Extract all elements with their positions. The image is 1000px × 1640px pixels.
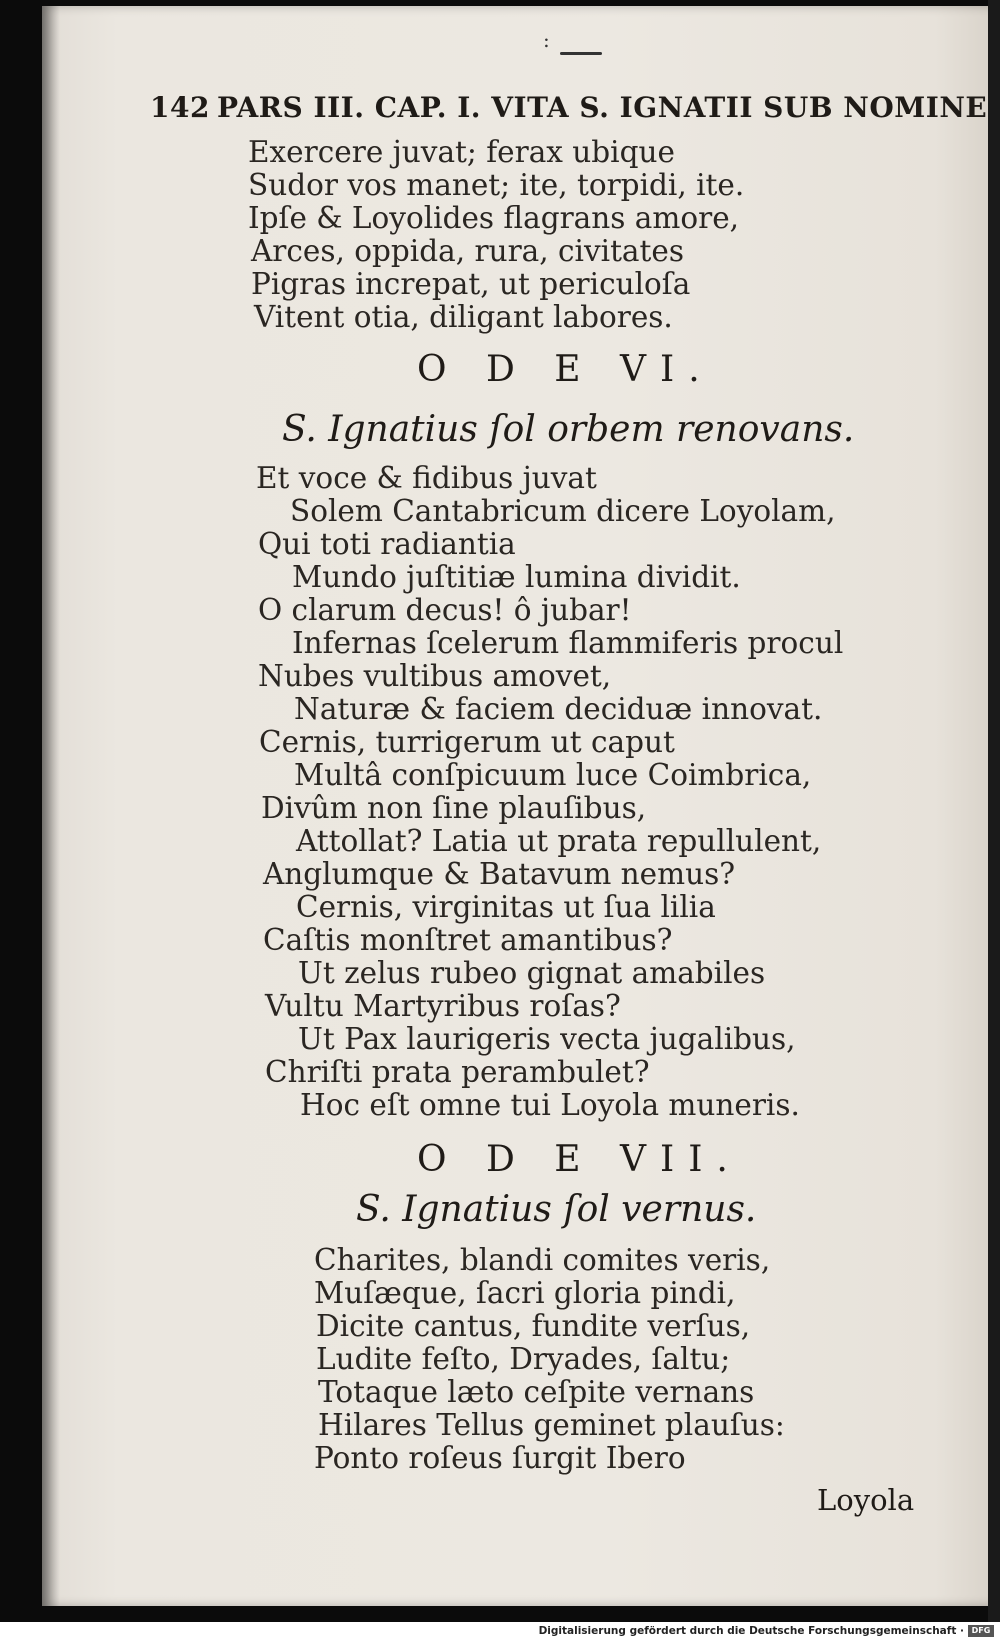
- spine-shadow: [42, 6, 60, 1606]
- ink-mark: [560, 52, 602, 55]
- verse-line: Charites, blandi comites veris,: [314, 1243, 771, 1277]
- verse-line: Divûm non ſine plauſibus,: [261, 791, 647, 825]
- ode-title: O D E VII.: [417, 1139, 742, 1180]
- verse-line: Chriſti prata perambulet?: [265, 1055, 650, 1089]
- catchword: Loyola: [817, 1483, 915, 1517]
- verse-line: Vultu Martyribus roſas?: [265, 989, 621, 1023]
- verse-line: Vitent otia, diligant labores.: [254, 300, 673, 334]
- verse-line: Caſtis monſtret amantibus?: [263, 923, 673, 957]
- verse-line: Infernas ſcelerum flammiferis procul: [292, 626, 844, 660]
- verse-line: Dicite cantus, fundite verſus,: [316, 1309, 751, 1343]
- verse-line: Hilares Tellus geminet plauſus:: [318, 1408, 785, 1442]
- verse-line: Sudor vos manet; ite, torpidi, ite.: [248, 168, 745, 202]
- verse-line: Cernis, virginitas ut ſua lilia: [296, 890, 716, 924]
- verse-line: Qui toti radiantia: [258, 527, 516, 561]
- dfg-logo-icon: DFG: [968, 1625, 994, 1637]
- verse-line: Ut Pax laurigeris vecta jugalibus,: [298, 1022, 796, 1056]
- ode-subtitle: S. Ignatius ſol vernus.: [356, 1189, 757, 1230]
- verse-line: Attollat? Latia ut prata repullulent,: [296, 824, 822, 858]
- verse-line: Anglumque & Batavum nemus?: [263, 857, 736, 891]
- credit-text: Digitalisierung gefördert durch die Deutsche Forschungsgemeinschaft ·: [538, 1625, 964, 1637]
- verse-line: Naturæ & faciem deciduæ innovat.: [294, 692, 823, 726]
- verse-line: Mundo juſtitiæ lumina dividit.: [292, 560, 741, 594]
- page-edge: [988, 0, 1000, 1640]
- verse-line: Totaque læto ceſpite vernans: [318, 1375, 755, 1409]
- verse-line: Ipſe & Loyolides flagrans amore,: [248, 201, 740, 235]
- verse-line: Nubes vultibus amovet,: [258, 659, 612, 693]
- ode-subtitle: S. Ignatius ſol orbem renovans.: [282, 409, 855, 450]
- running-title: PARS III. CAP. I. VITA S. IGNATII SUB NOMINE: [217, 91, 988, 124]
- credit-bar: [0, 1622, 1000, 1640]
- verse-line: Ut zelus rubeo gignat amabiles: [298, 956, 766, 990]
- ink-mark: :: [543, 28, 550, 52]
- verse-line: Ponto roſeus ſurgit Ibero: [314, 1441, 686, 1475]
- verse-line: Solem Cantabricum dicere Loyolam,: [290, 494, 836, 528]
- verse-line: Multâ conſpicuum luce Coimbrica,: [294, 758, 812, 792]
- ode-title: O D E VI.: [417, 349, 714, 390]
- verse-line: Cernis, turrigerum ut caput: [259, 725, 675, 759]
- verse-line: Hoc eſt omne tui Loyola muneris.: [300, 1088, 800, 1122]
- verse-line: Ludite feſto, Dryades, ſaltu;: [316, 1342, 731, 1376]
- verse-line: Et voce & fidibus juvat: [256, 461, 597, 495]
- verse-line: Muſæque, ſacri gloria pindi,: [314, 1276, 736, 1310]
- page-number: 142: [150, 91, 210, 124]
- verse-line: Exercere juvat; ferax ubique: [248, 135, 675, 169]
- verse-line: Arces, oppida, rura, civitates: [251, 234, 684, 268]
- verse-line: O clarum decus! ô jubar!: [258, 593, 632, 627]
- verse-line: Pigras increpat, ut periculoſa: [251, 267, 691, 301]
